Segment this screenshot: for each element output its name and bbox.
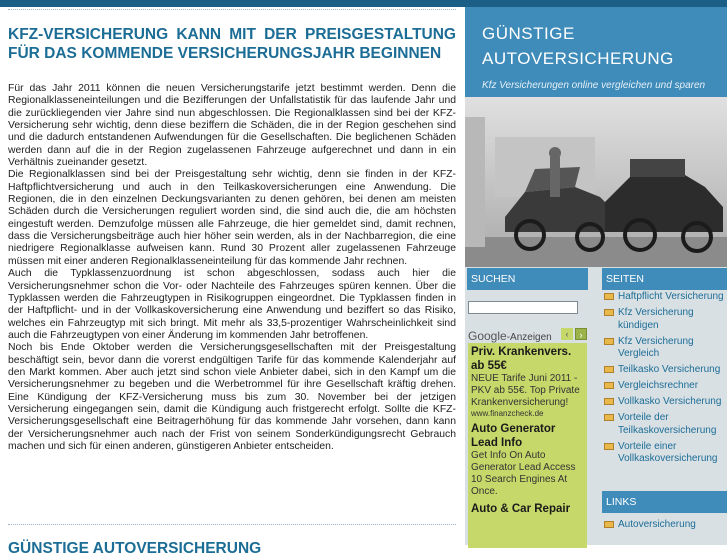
page-link[interactable] (604, 441, 726, 466)
page-link-label: Vorteile der Teilkaskoversicherung (618, 412, 717, 436)
page-link[interactable] (604, 291, 726, 304)
folder-icon (604, 309, 614, 316)
post-title-2[interactable]: GÜNSTIGE AUTOVERSICHERUNG (8, 540, 262, 557)
folder-icon (604, 338, 614, 345)
folder-icon (604, 366, 614, 373)
ad-item (468, 420, 587, 500)
link-item-label: Autoversicherung (618, 519, 696, 530)
folder-icon (604, 398, 614, 405)
folder-icon (604, 293, 614, 300)
page-link-label: Teilkasko Versicherung (618, 364, 721, 375)
ad-text: NEUE Tarife Juni 2011 - PKV ab 55€. Top Private Krankenversicherung! (471, 373, 580, 408)
post-body (8, 83, 456, 453)
page-link[interactable] (604, 364, 726, 377)
page-link[interactable] (604, 412, 726, 437)
page-link[interactable] (604, 336, 726, 361)
search-heading: SUCHEN (467, 268, 588, 290)
page-link-label: Kfz Versicherung kündigen (618, 307, 694, 331)
page-link-label: Haftpflicht Versicherung (618, 291, 724, 302)
page-link[interactable] (604, 396, 726, 409)
ad-text: Get Info On Auto Generator Lead Access 10 Search Engines At Once. (471, 450, 576, 497)
page-link-label: Vergleichsrechner (618, 380, 699, 391)
post-paragraph: Die Regionalklassen sind bei der Preisgestaltung sehr wichtig, denn sie finden in der KFZ-Haftpflichtversicherung und auch in den Teilkaskoversicherungen eine Anwendung. Die Regionen, die in den einzelnen Deckungsvarianten zu denen gehören, bei denen am meisten Schäden durch die Versicherungen reguliert worden sind, die sind auch die, die am höchsten eingestuft werden. Demzufolge müssen alle Fahrzeuge, die hier gemeldet sind, damit rechnen, dass die Versicherungsbeiträge auch hier höher sein werden, als in der Nachbarregion, die eine niedrigere Regionalklasse aufweisen kann. Rund 30 Prozent aller zugelassenen Fahrzeuge müssen mit einer anderen Regionalklasseneinteilung für das kommende Jahr rechnen. (8, 169, 456, 267)
page-link[interactable] (604, 380, 726, 393)
pages-heading: SEITEN (602, 268, 727, 290)
site-title-line-1: GÜNSTIGE (482, 24, 575, 43)
post-paragraph: Für das Jahr 2011 können die neuen Versicherungstarife jetzt bestimmt werden. Denn die Regionalklasseneinteilungen und die Bezifferungen der Unfallstatistik für das laufende Jahr und die zurückliegenden vier Jahre sind nun abgeschlossen. Die Regionalklassen sind bei der KFZ-Versicherung sehr wichtig, denn diese beziffern die Schäden, die in der Region geschehen sind und die dadurch entstandenen Aufwendungen für die Gesellschaften. Die beglichenen Schäden werden dann auf die in der Region zugelassenen Fahrzeuge aufgerechnet und dann in ein Verhältnis zueinander gesetzt. (8, 83, 456, 169)
ads-prev-icon[interactable]: ‹ (561, 328, 573, 340)
folder-icon (604, 382, 614, 389)
post-title[interactable]: KFZ-VERSICHERUNG KANN MIT DER PREISGESTALTUNG FÜR DAS KOMMENDE VERSICHERUNGSJAHR BEGINNEN (8, 26, 456, 62)
ad-title-link[interactable]: Auto Generator Lead Info (471, 423, 556, 449)
folder-icon (604, 521, 614, 528)
ad-url[interactable]: www.finanzcheck.de (471, 409, 544, 418)
page-link-label: Kfz Versicherung Vergleich (618, 335, 694, 359)
folder-icon (604, 443, 614, 450)
site-header (465, 7, 727, 97)
ad-block (468, 343, 587, 548)
ad-title-link[interactable]: Auto & Car Repair (471, 503, 571, 515)
page-link-label: Vollkasko Versicherung (618, 396, 722, 407)
links-heading: LINKS (602, 491, 727, 513)
google-ads-label[interactable] (468, 329, 552, 343)
main-content (0, 7, 465, 557)
sidebar (465, 7, 727, 545)
site-tagline: Kfz Versicherungen online vergleichen und sparen (482, 80, 706, 91)
ad-item (468, 343, 587, 420)
post-paragraph: Auch die Typklassenzuordnung ist schon abgeschlossen, sodass auch hier die Versicherungsnehmer schon die Vor- oder Nachteile des Fahrzeuges spüren kennen. Über die Typklassen werden die Fahrzeugtypen in Risikogruppen eingeordnet. Die Typklassen finden in der Haftpflicht- und in der Vollkaskoversicherung eine Anwendung und beziffert so das Risiko, welches ein Fahrzeugtyp mit sich bringt. Mit mehr als 33,5-prozentiger Wahrscheinlichkeit sind auch die Fahrzeugtypen von einer Änderung im kommenden Jahr betroffenen. (8, 268, 456, 341)
ads-next-icon[interactable]: › (575, 328, 587, 340)
folder-icon (604, 414, 614, 421)
site-title-line-2: AUTOVERSICHERUNG (482, 49, 674, 68)
pages-list (604, 291, 726, 469)
header-image (465, 97, 727, 267)
divider (8, 524, 456, 525)
search-input[interactable] (468, 301, 578, 314)
divider (8, 9, 456, 10)
vintage-cars-photo (465, 97, 727, 267)
links-list (604, 519, 726, 535)
google-logo: Google (468, 329, 507, 343)
page-link[interactable] (604, 307, 726, 332)
post-paragraph: Noch bis Ende Oktober werden die Versicherungsgesellschaften mit der Preisgestaltung beschäftigt sein, bevor dann die vorerst endgültigen Tarife für das kommende Kalenderjahr auf den Markt kommen. Aber auch jetzt sind schon viele Anbieter dabei, sich in den Kampf um die Versicherungsnehmer zu begeben und die Werbetrommel für ihre Gesellschaft kräftig drehen. Eine Kündigung der KFZ-Versicherung muss bis zum 30. November bei der jetzigen Versicherung eingegangen sein, damit die Kündigung auch fristgerecht erfolgt. Sollte die KFZ-Versicherungsgesellschaft eine Beitragerhöhung für das kommende Jahr vorsehen, dann kann der Versicherungsnehmer auch nach der Frist von seinem Sonderkündigungsrecht Gebrauch machen und sich für einen anderen, günstigeren Anbieter entscheiden. (8, 342, 456, 452)
ad-title-link[interactable]: Priv. Krankenvers. ab 55€ (471, 346, 572, 372)
ads-label-text: -Anzeigen (506, 332, 552, 343)
page-link-label: Vorteile einer Vollkaskoversicherung (618, 440, 718, 464)
top-bar (0, 0, 727, 7)
ad-item (468, 500, 587, 518)
site-title[interactable] (482, 21, 674, 71)
link-item[interactable] (604, 519, 726, 532)
